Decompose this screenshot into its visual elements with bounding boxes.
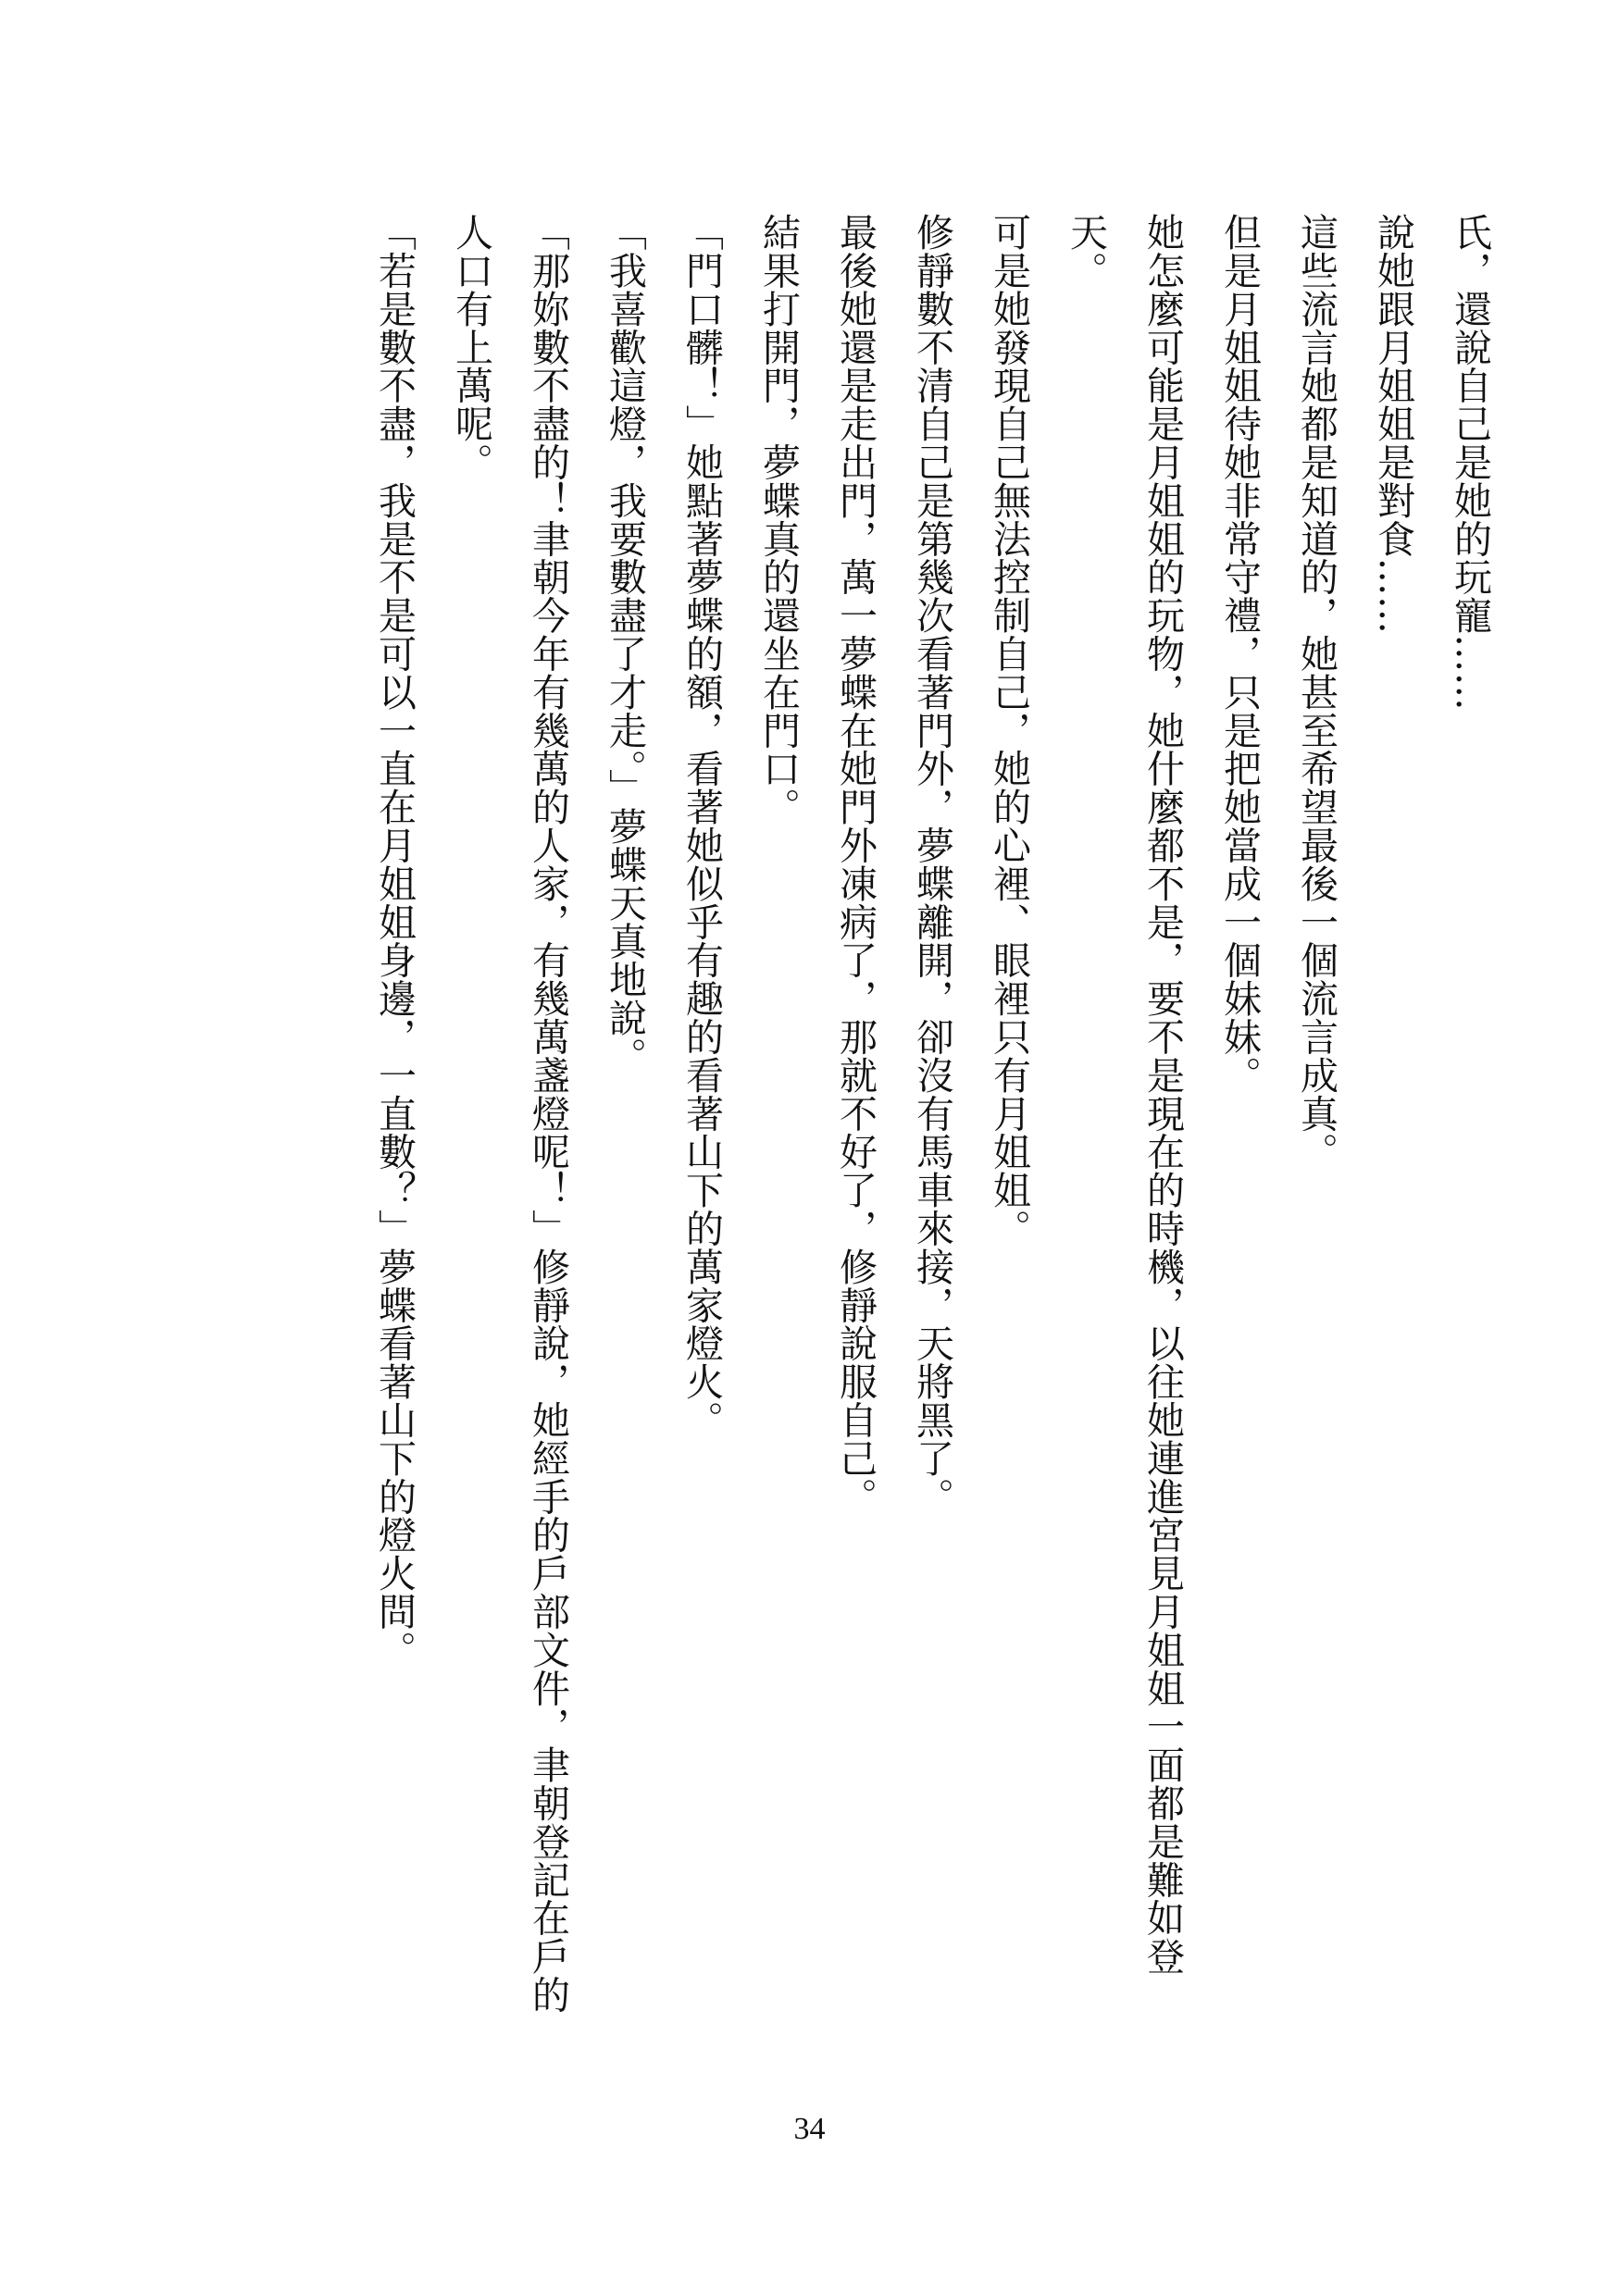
- vertical-text-body: [230, 213, 1508, 2045]
- paragraph: 「我喜歡這燈，我要數盡了才走。」夢蝶天真地說。: [603, 213, 647, 1075]
- paragraph: 可是她發現自己無法控制自己，她的心裡、眼裡只有月姐姐。: [987, 213, 1031, 1247]
- paragraph: 「若是數不盡，我是不是可以一直在月姐姐身邊，一直數？」夢蝶看著山下的燈火問。: [372, 213, 417, 1669]
- paragraph: 說她跟月姐姐是對食……: [1371, 213, 1415, 635]
- paragraph: 她怎麼可能是月姐姐的玩物，她什麼都不是，要不是現在的時機，以往她連進宮見月姐姐一面都是難如登天。: [1064, 213, 1185, 1976]
- paragraph: 結果打開門，夢蝶真的還坐在門口。: [756, 213, 801, 826]
- paragraph: 「那妳數不盡的！聿朝今年有幾萬的人家，有幾萬盞燈呢！」修靜說，她經手的戶部文件，聿朝登記在戶的人口有上萬呢。: [449, 213, 570, 2014]
- paragraph: 最後她還是走出門，萬一夢蝶在她門外凍病了，那就不好了，修靜說服自己。: [833, 213, 878, 1516]
- paragraph: 但是月姐姐待她非常守禮，只是把她當成一個妹妹。: [1217, 213, 1262, 1095]
- paragraph: 這些流言她都是知道的，她甚至希望最後一個流言成真。: [1294, 213, 1339, 1171]
- paragraph: 「門口髒！」她點著夢蝶的額，看著她似乎有趣的看著山下的萬家燈火。: [679, 213, 724, 1439]
- paragraph: 修靜數不清自己是第幾次看著門外，夢蝶離開，卻沒有馬車來接，天將黑了。: [910, 213, 954, 1516]
- paragraph: 氏，還說自己是她的玩寵……: [1448, 213, 1492, 712]
- page-number: 34: [793, 2112, 826, 2146]
